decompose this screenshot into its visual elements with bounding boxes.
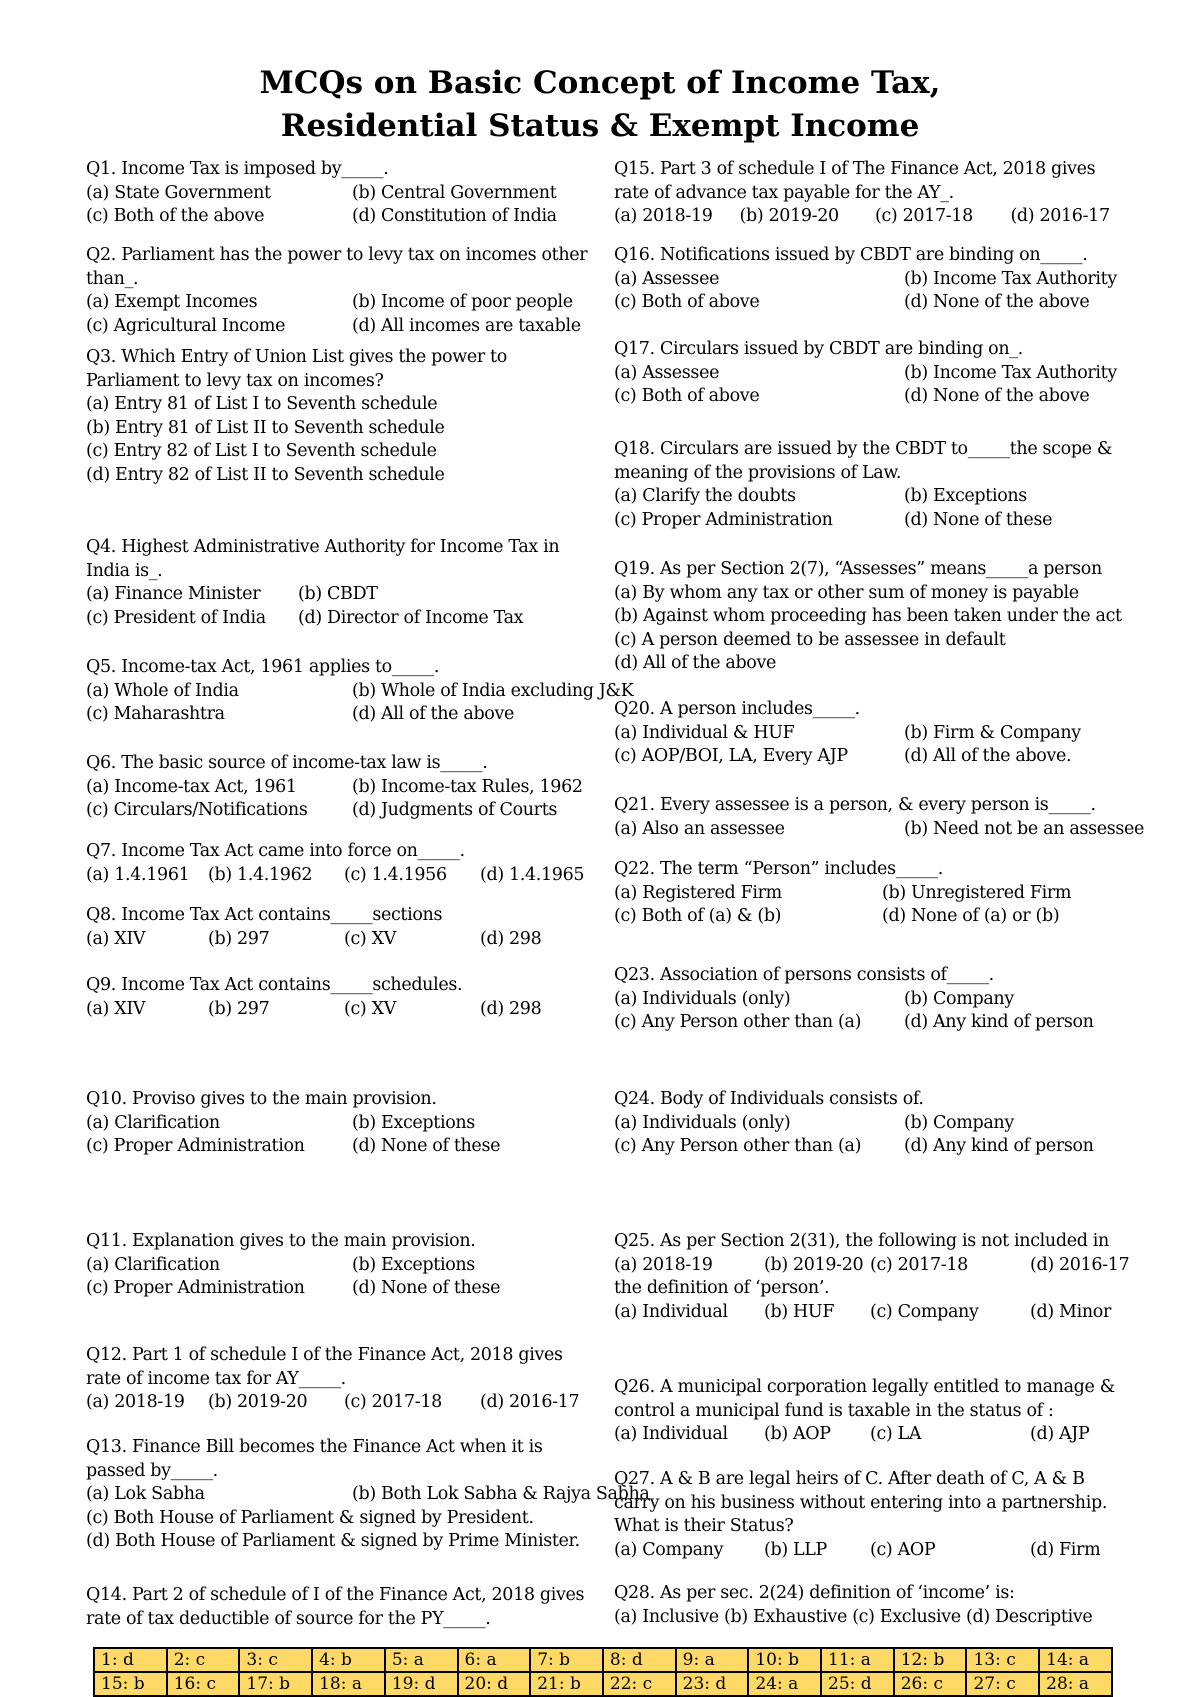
options-row bbox=[86, 680, 634, 704]
option-choice[interactable]: (c) LA bbox=[870, 1424, 922, 1445]
option-choice[interactable]: (b) 2019-20 bbox=[764, 1254, 864, 1275]
question-text: Q19. As per Section 2(7), “Assesses” means_____a person bbox=[614, 559, 1102, 579]
option-choice[interactable]: (a) XIV bbox=[86, 928, 146, 949]
answer-key-cell: 21: b bbox=[530, 1672, 603, 1696]
option-choice[interactable]: (d) None of (a) or (b) bbox=[882, 906, 1060, 927]
question-text: Q15. Part 3 of schedule I of The Finance Act, 2018 gives rate of advance tax payable for the AY_. bbox=[614, 159, 1096, 203]
option-choice[interactable]: (d) Constitution of India bbox=[352, 206, 557, 227]
options-row bbox=[86, 928, 596, 952]
option-choice[interactable]: (a) Also an assessee bbox=[614, 818, 785, 839]
option-choice[interactable]: (b) Company bbox=[904, 988, 1014, 1009]
question-text: Q20. A person includes_____. bbox=[614, 699, 860, 719]
option-choice[interactable]: (c) XV bbox=[344, 998, 397, 1019]
option-choice[interactable]: (b) Company bbox=[904, 1112, 1014, 1133]
option-choice[interactable]: (c) Both of (a) & (b) bbox=[614, 906, 782, 927]
option-choice[interactable]: (c) Company bbox=[870, 1301, 979, 1322]
answer-key-cell: 16: c bbox=[167, 1672, 240, 1696]
options-row bbox=[614, 485, 1120, 509]
answer-key-cell: 15: b bbox=[94, 1672, 167, 1696]
option-choice[interactable]: (c) Both of above bbox=[614, 386, 760, 407]
answer-key-cell: 28: a bbox=[1039, 1672, 1112, 1696]
option-choice[interactable]: (a) Finance Minister bbox=[86, 584, 261, 605]
question-block bbox=[614, 698, 1120, 769]
options-row bbox=[86, 1391, 596, 1415]
answer-key-row bbox=[94, 1648, 1112, 1672]
question-block bbox=[86, 244, 596, 338]
option-choice[interactable]: (a) By whom any tax or other sum of money is payable bbox=[614, 582, 1079, 603]
option-choice[interactable]: (c) Entry 82 of List I to Seventh schedule bbox=[86, 441, 437, 462]
option-choice[interactable]: (d) None of the above bbox=[904, 386, 1090, 407]
option-choice[interactable]: (a) 1.4.1961 bbox=[86, 864, 190, 885]
option-choice[interactable]: (c) XV bbox=[344, 928, 397, 949]
question-block bbox=[614, 1468, 1120, 1562]
option-choice[interactable]: (a) 2018-19 bbox=[614, 206, 713, 227]
answer-key-cell: 3: c bbox=[239, 1648, 312, 1672]
option-choice[interactable]: (a) Individual bbox=[614, 1301, 728, 1322]
answer-key-table bbox=[93, 1647, 1113, 1697]
option-choice[interactable]: (a) Income-tax Act, 1961 bbox=[86, 776, 297, 797]
question-text: Q14. Part 2 of schedule of I of the Finance Act, 2018 gives rate of tax deductible of source for the PY_____. bbox=[86, 1585, 585, 1629]
question-text: Q9. Income Tax Act contains_____schedules. bbox=[86, 975, 463, 995]
answer-key-row bbox=[94, 1672, 1112, 1696]
question-block bbox=[614, 1230, 1130, 1324]
options-row bbox=[614, 1254, 1130, 1278]
option-choice[interactable]: (b) Entry 81 of List II to Seventh schedule bbox=[86, 417, 445, 438]
option-choice[interactable]: (a) State Government bbox=[86, 182, 271, 203]
option-choice[interactable]: (d) 2016-17 bbox=[480, 1392, 580, 1413]
option-choice[interactable]: (b) HUF bbox=[764, 1301, 835, 1322]
title-line-1: MCQs on Basic Concept of Income Tax, bbox=[259, 65, 941, 101]
option-choice[interactable]: (c) Both of the above bbox=[86, 206, 265, 227]
options-row bbox=[86, 583, 596, 607]
option-choice[interactable]: (d) 298 bbox=[480, 928, 542, 949]
option-choice[interactable]: (b) Need not be an assessee bbox=[904, 818, 1144, 839]
option-choice[interactable]: (b) 297 bbox=[208, 928, 270, 949]
options-row bbox=[86, 998, 596, 1022]
option-choice[interactable]: (c) Proper Administration bbox=[86, 1136, 305, 1157]
question-text: Q12. Part 1 of schedule I of the Finance Act, 2018 gives rate of income tax for AY_____. bbox=[86, 1345, 563, 1389]
option-choice[interactable]: (c) 1.4.1956 bbox=[344, 864, 447, 885]
option-choice[interactable]: (d) Entry 82 of List II to Seventh schedule bbox=[86, 464, 445, 485]
options-row bbox=[86, 291, 596, 315]
question-block bbox=[86, 904, 596, 951]
question-text: Q16. Notifications issued by CBDT are binding on_____. bbox=[614, 245, 1088, 265]
option-choice[interactable]: (c) Maharashtra bbox=[86, 704, 225, 725]
question-block bbox=[614, 558, 1120, 676]
question-text: Q21. Every assessee is a person, & every person is_____. bbox=[614, 795, 1096, 815]
option-choice[interactable]: (d) Judgments of Courts bbox=[352, 800, 558, 821]
question-block bbox=[86, 752, 596, 823]
options-row bbox=[86, 864, 596, 888]
option-choice[interactable]: (c) Any Person other than (a) bbox=[614, 1136, 862, 1157]
option-choice[interactable]: (c) Agricultural Income bbox=[86, 315, 286, 336]
option-choice[interactable]: (a) Company bbox=[614, 1539, 724, 1560]
option-choice[interactable]: (a) Assessee bbox=[614, 268, 720, 289]
options-row bbox=[86, 1135, 596, 1159]
question-text: Q18. Circulars are issued by the CBDT to_____the scope & meaning of the provisions of Law. bbox=[614, 439, 1113, 483]
question-block bbox=[86, 1584, 596, 1631]
options-row bbox=[614, 818, 1144, 842]
question-text: Q1. Income Tax is imposed by_____. bbox=[86, 159, 389, 179]
answer-key-cell: 24: a bbox=[748, 1672, 821, 1696]
option-choice[interactable]: (a) Assessee bbox=[614, 362, 720, 383]
question-block bbox=[86, 1436, 650, 1554]
question-text: Q27. A & B are legal heirs of C. After death of C, A & B carry on his business without entering into a partnership. What is their Status? bbox=[614, 1469, 1108, 1537]
option-choice[interactable]: (d) Both House of Parliament & signed by Prime Minister. bbox=[86, 1531, 580, 1552]
option-choice[interactable]: (d) 2016-17 bbox=[1030, 1254, 1130, 1275]
question-text: Q23. Association of persons consists of_____. bbox=[614, 965, 994, 985]
question-text: Q4. Highest Administrative Authority for Income Tax in India is_. bbox=[86, 537, 560, 581]
option-choice[interactable]: (a) Clarification bbox=[86, 1112, 220, 1133]
options-row bbox=[614, 205, 1120, 229]
option-choice[interactable]: (c) Proper Administration bbox=[614, 509, 833, 530]
options-row bbox=[86, 1277, 596, 1301]
answer-key-cell: 8: d bbox=[603, 1648, 676, 1672]
question-block bbox=[86, 158, 596, 229]
answer-key-cell: 26: c bbox=[894, 1672, 967, 1696]
answer-key-cell: 14: a bbox=[1039, 1648, 1112, 1672]
question-block bbox=[86, 656, 634, 727]
option-choice[interactable]: (c) President of India bbox=[86, 607, 266, 628]
option-choice[interactable]: (b) Income Tax Authority bbox=[904, 268, 1117, 289]
options-row bbox=[86, 1254, 596, 1278]
option-choice[interactable]: (a) Clarification bbox=[86, 1254, 220, 1275]
option-choice[interactable]: (d) Any kind of person bbox=[904, 1012, 1094, 1033]
option-choice[interactable]: (d) None of these bbox=[352, 1278, 501, 1299]
question-text: Q24. Body of Individuals consists of. bbox=[614, 1089, 924, 1109]
answer-key-cell: 10: b bbox=[748, 1648, 821, 1672]
option-choice[interactable]: (c) Both of above bbox=[614, 292, 760, 313]
question-block bbox=[614, 338, 1120, 409]
options-row bbox=[86, 182, 596, 206]
answer-key-cell: 2: c bbox=[167, 1648, 240, 1672]
option-choice[interactable]: (b) LLP bbox=[764, 1539, 827, 1560]
option-choice[interactable]: (a) 2018-19 bbox=[86, 1392, 185, 1413]
title-line-2: Residential Status & Exempt Income bbox=[280, 108, 920, 144]
options-row bbox=[614, 882, 1120, 906]
options-row bbox=[614, 1423, 1120, 1447]
options-row bbox=[86, 703, 596, 727]
options-row bbox=[614, 745, 1120, 769]
options-row bbox=[614, 385, 1120, 409]
question-text: Q28. As per sec. 2(24) definition of ‘income’ is: bbox=[614, 1583, 1015, 1603]
option-choice[interactable]: (a) XIV bbox=[86, 998, 146, 1019]
options-row bbox=[614, 291, 1120, 315]
question-block bbox=[614, 794, 1144, 841]
options-row bbox=[614, 509, 1120, 533]
question-block bbox=[86, 1230, 596, 1301]
option-choice[interactable]: (d) All incomes are taxable bbox=[352, 315, 581, 336]
option-choice[interactable]: (d) None of these bbox=[352, 1136, 501, 1157]
question-text: Q17. Circulars issued by CBDT are binding on_. bbox=[614, 339, 1023, 359]
option-choice[interactable]: (a) 2018-19 bbox=[614, 1254, 713, 1275]
option-choice[interactable]: (a) Lok Sabha bbox=[86, 1484, 205, 1505]
option-choice[interactable]: (b) Unregistered Firm bbox=[882, 882, 1072, 903]
question-text-continued: the definition of ‘person’. bbox=[614, 1278, 830, 1299]
option-choice[interactable]: (c) AOP/BOI, LA, Every AJP bbox=[614, 746, 848, 767]
question-block bbox=[86, 1088, 596, 1159]
options-row bbox=[614, 988, 1120, 1012]
option-choice[interactable]: (d) Firm bbox=[1030, 1539, 1101, 1560]
question-block bbox=[614, 244, 1120, 315]
question-block bbox=[86, 346, 596, 488]
document-title bbox=[0, 62, 1200, 148]
option-choice[interactable]: (c) AOP bbox=[870, 1539, 936, 1560]
options-row bbox=[614, 905, 1120, 929]
answer-key-cell: 7: b bbox=[530, 1648, 603, 1672]
option-choice[interactable]: (b) Whole of India excluding J&K bbox=[352, 680, 634, 701]
answer-key-cell: 6: a bbox=[458, 1648, 531, 1672]
options-row bbox=[614, 1112, 1120, 1136]
question-block bbox=[614, 158, 1120, 229]
question-block bbox=[614, 1088, 1120, 1159]
option-choice[interactable]: (b) Income Tax Authority bbox=[904, 362, 1117, 383]
option-choice[interactable]: (d) None of the above bbox=[904, 292, 1090, 313]
question-block bbox=[86, 1344, 596, 1415]
answer-key-cell: 12: b bbox=[894, 1648, 967, 1672]
answer-key-cell: 25: d bbox=[821, 1672, 894, 1696]
answer-key-cell: 1: d bbox=[94, 1648, 167, 1672]
option-choice[interactable]: (d) All of the above bbox=[614, 653, 777, 674]
question-text: Q5. Income-tax Act, 1961 applies to_____. bbox=[86, 657, 440, 677]
option-choice[interactable]: (d) All of the above bbox=[352, 704, 515, 725]
question-block bbox=[86, 840, 596, 887]
answer-key bbox=[93, 1647, 1113, 1695]
answer-key-cell: 19: d bbox=[385, 1672, 458, 1696]
answer-key-cell: 5: a bbox=[385, 1648, 458, 1672]
question-text: Q10. Proviso gives to the main provision. bbox=[86, 1089, 437, 1109]
options-row bbox=[614, 722, 1120, 746]
question-text: Q3. Which Entry of Union List gives the power to Parliament to levy tax on incomes? bbox=[86, 347, 507, 391]
option-choice[interactable]: (b) Exceptions bbox=[352, 1112, 475, 1133]
option-choice[interactable]: (a) Inclusive (b) Exhaustive (c) Exclusive (d) Descriptive bbox=[614, 1606, 1093, 1627]
answer-key-cell: 13: c bbox=[966, 1648, 1039, 1672]
options-row bbox=[614, 362, 1120, 386]
options-row bbox=[614, 268, 1120, 292]
option-choice[interactable]: (b) 2019-20 bbox=[739, 206, 839, 227]
options-row bbox=[614, 1301, 1120, 1325]
question-text: Q2. Parliament has the power to levy tax on incomes other than_. bbox=[86, 245, 588, 289]
answer-key-cell: 11: a bbox=[821, 1648, 894, 1672]
answer-key-cell: 20: d bbox=[458, 1672, 531, 1696]
option-choice[interactable]: (a) Registered Firm bbox=[614, 882, 782, 903]
option-choice[interactable]: (b) Exceptions bbox=[352, 1254, 475, 1275]
option-choice[interactable]: (d) None of these bbox=[904, 509, 1053, 530]
option-choice[interactable]: (d) AJP bbox=[1030, 1424, 1090, 1445]
question-block bbox=[614, 858, 1120, 929]
question-block bbox=[614, 1376, 1120, 1447]
option-choice[interactable]: (c) Both House of Parliament & signed by President. bbox=[86, 1507, 534, 1528]
question-block bbox=[614, 438, 1120, 532]
options-row bbox=[614, 1011, 1120, 1035]
option-choice[interactable]: (a) Clarify the doubts bbox=[614, 486, 796, 507]
question-text: Q13. Finance Bill becomes the Finance Act when it is passed by_____. bbox=[86, 1437, 543, 1481]
option-choice[interactable]: (a) Individuals (only) bbox=[614, 1112, 791, 1133]
option-choice[interactable]: (a) Individual & HUF bbox=[614, 722, 795, 743]
option-choice[interactable]: (b) 2019-20 bbox=[208, 1392, 308, 1413]
option-choice[interactable]: (c) 2017-18 bbox=[344, 1392, 442, 1413]
option-choice[interactable]: (a) Exempt Incomes bbox=[86, 292, 258, 313]
question-text: Q6. The basic source of income-tax law is_____. bbox=[86, 753, 488, 773]
option-choice[interactable]: (b) AOP bbox=[764, 1424, 831, 1445]
option-choice[interactable]: (b) Both Lok Sabha & Rajya Sabha bbox=[352, 1484, 650, 1505]
option-choice[interactable]: (c) Any Person other than (a) bbox=[614, 1012, 862, 1033]
option-choice[interactable]: (b) Firm & Company bbox=[904, 722, 1081, 743]
options-row bbox=[86, 799, 596, 823]
option-choice[interactable]: (d) Minor bbox=[1030, 1301, 1111, 1322]
option-choice[interactable]: (d) 1.4.1965 bbox=[480, 864, 585, 885]
options-row bbox=[86, 607, 596, 631]
option-choice[interactable]: (a) Entry 81 of List I to Seventh schedule bbox=[86, 394, 438, 415]
options-row bbox=[86, 315, 596, 339]
question-block bbox=[86, 974, 596, 1021]
option-choice[interactable]: (b) Exceptions bbox=[904, 486, 1027, 507]
option-choice[interactable]: (b) 297 bbox=[208, 998, 270, 1019]
question-text: Q7. Income Tax Act came into force on_____. bbox=[86, 841, 465, 861]
answer-key-cell: 4: b bbox=[312, 1648, 385, 1672]
question-text: Q8. Income Tax Act contains_____sections bbox=[86, 905, 443, 925]
answer-key-cell: 17: b bbox=[239, 1672, 312, 1696]
option-choice[interactable]: (b) Central Government bbox=[352, 182, 557, 203]
options-row bbox=[86, 776, 596, 800]
option-choice[interactable]: (a) Individual bbox=[614, 1424, 728, 1445]
question-block bbox=[614, 1582, 1120, 1629]
options-row bbox=[86, 1112, 596, 1136]
question-text: Q22. The term “Person” includes_____. bbox=[614, 859, 943, 879]
answer-key-cell: 22: c bbox=[603, 1672, 676, 1696]
options-row bbox=[614, 1539, 1120, 1563]
option-choice[interactable]: (a) Individuals (only) bbox=[614, 988, 791, 1009]
answer-key-cell: 9: a bbox=[676, 1648, 749, 1672]
option-choice[interactable]: (c) 2017-18 bbox=[870, 1254, 968, 1275]
option-choice[interactable]: (c) A person deemed to be assessee in default bbox=[614, 629, 1006, 650]
option-choice[interactable]: (b) Income-tax Rules, 1962 bbox=[352, 776, 583, 797]
question-text: Q25. As per Section 2(31), the following is not included in bbox=[614, 1231, 1109, 1251]
question-block bbox=[86, 536, 596, 630]
options-row bbox=[614, 1135, 1120, 1159]
option-choice[interactable]: (d) Any kind of person bbox=[904, 1136, 1094, 1157]
question-block bbox=[614, 964, 1120, 1035]
option-choice[interactable]: (b) 1.4.1962 bbox=[208, 864, 313, 885]
answer-key-cell: 18: a bbox=[312, 1672, 385, 1696]
answer-key-cell: 27: c bbox=[966, 1672, 1039, 1696]
option-choice[interactable]: (d) 2016-17 bbox=[1010, 206, 1110, 227]
question-text: Q11. Explanation gives to the main provision. bbox=[86, 1231, 476, 1251]
option-choice[interactable]: (d) All of the above. bbox=[904, 746, 1072, 767]
options-row bbox=[86, 1483, 650, 1507]
options-row bbox=[86, 205, 596, 229]
option-choice[interactable]: (c) Proper Administration bbox=[86, 1278, 305, 1299]
option-choice[interactable]: (c) Circulars/Notifications bbox=[86, 800, 308, 821]
answer-key-cell: 23: d bbox=[676, 1672, 749, 1696]
option-choice[interactable]: (a) Whole of India bbox=[86, 680, 239, 701]
option-choice[interactable]: (b) CBDT bbox=[298, 584, 378, 605]
option-choice[interactable]: (b) Income of poor people bbox=[352, 292, 573, 313]
option-choice[interactable]: (d) Director of Income Tax bbox=[298, 607, 524, 628]
option-choice[interactable]: (d) 298 bbox=[480, 998, 542, 1019]
option-choice[interactable]: (c) 2017-18 bbox=[874, 206, 973, 227]
option-choice[interactable]: (b) Against whom proceeding has been taken under the act bbox=[614, 606, 1122, 627]
question-text: Q26. A municipal corporation legally entitled to manage & control a municipal fund is taxable in the status of : bbox=[614, 1377, 1115, 1421]
